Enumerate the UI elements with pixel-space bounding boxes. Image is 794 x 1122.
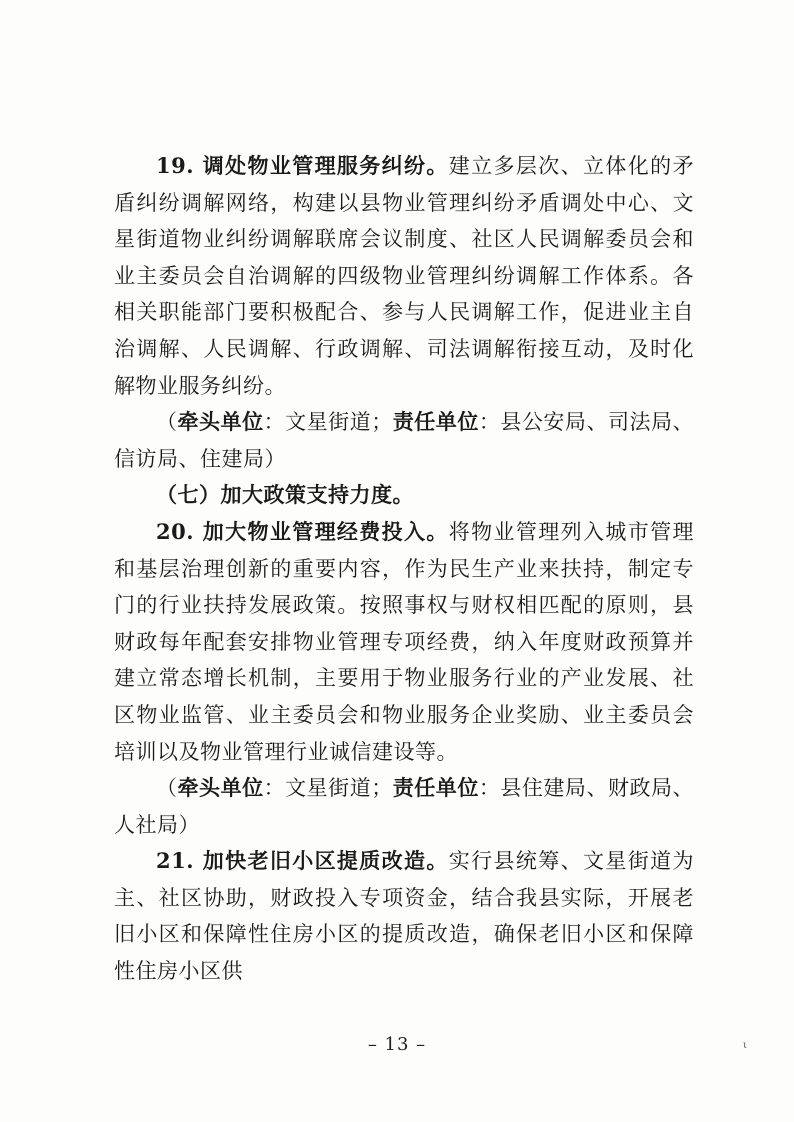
item-19-title: 19. 调处物业管理服务纠纷。 (156, 153, 449, 178)
item-20-title: 20. 加大物业管理经费投入。 (156, 518, 449, 544)
responsibility-note-19 (114, 404, 694, 477)
paragraph-item-20 (114, 514, 694, 770)
lead-unit-value: ：文星街道； (263, 410, 393, 435)
responsibility-note-20 (114, 770, 694, 843)
document-body (114, 148, 694, 990)
item-21-text: 实行县统筹、文星街道为主、社区协助，财政投入专项资金，结合我县实际，开展老旧小区和保障性住房小区的提质改造，确保老旧小区和保障性住房小区供 (114, 849, 694, 984)
item-20-text: 将物业管理列入城市管理和基层治理创新的重要内容，作为民生产业来扶持，制定专门的行业扶持发展政策。按照事权与财权相匹配的原则，县财政每年配套安排物业管理专项经费，纳入年度财政预算并建立常态增长机制，主要用于物业服务行业的产业发展、社区物业监管、业主委员会和物业服务企业奖励、业主委员会培训以及物业管理行业诚信建设等。 (114, 519, 694, 764)
responsible-unit-value: ：县住建局、财政局、人社局） (114, 776, 695, 837)
responsible-unit-value: ：县公安局、司法局、信访局、住建局） (114, 410, 695, 471)
paragraph-item-19 (114, 148, 694, 404)
paragraph-item-21 (114, 843, 694, 989)
responsible-unit-label: 责任单位 (392, 775, 479, 801)
paren-open: （ (156, 776, 178, 801)
item-21-title: 21. 加快老旧小区提质改造。 (156, 848, 449, 874)
paren-open: （ (156, 410, 178, 435)
item-19-text: 建立多层次、立体化的矛盾纠纷调解网络，构建以县物业管理纠纷矛盾调处中心、文星街道物业纠纷调解联席会议制度、社区人民调解委员会和业主委员会自治调解的四级物业管理纠纷调解工作体系。各相关职能部门要积极配合、参与人民调解工作，促进业主自治调解、人民调解、行政调解、司法调解衔接互动，及时化解物业服务纠纷。 (114, 154, 694, 398)
page-number: – 13 – (367, 1034, 427, 1055)
section-heading-7-text: （七）加大政策支持力度。 (156, 482, 414, 508)
lead-unit-label: 牵头单位 (177, 775, 264, 801)
responsible-unit-label: 责任单位 (392, 409, 479, 435)
scan-mark: ι (743, 1040, 747, 1051)
lead-unit-value: ：文星街道； (263, 776, 393, 801)
lead-unit-label: 牵头单位 (177, 409, 264, 435)
section-heading-7 (114, 477, 694, 514)
